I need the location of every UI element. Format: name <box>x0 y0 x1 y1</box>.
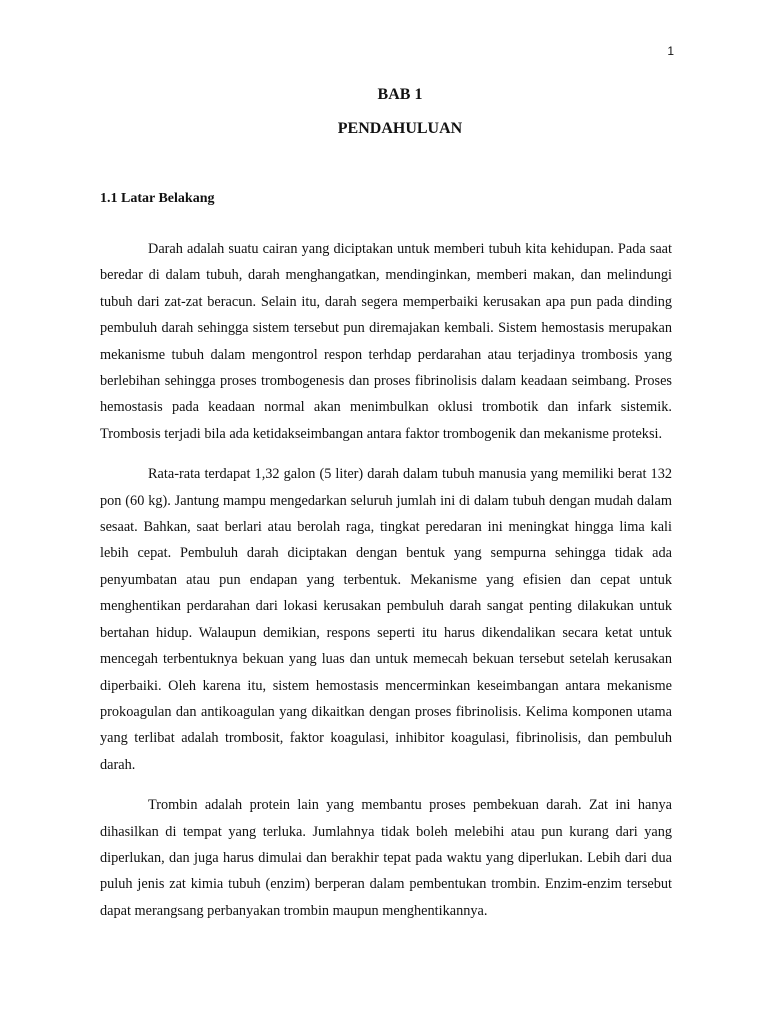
chapter-title: PENDAHULUAN <box>337 120 463 137</box>
chapter-label: BAB 1 <box>377 86 423 103</box>
section-heading: 1.1 Latar Belakang <box>100 191 215 206</box>
paragraph: Darah adalah suatu cairan yang diciptakan untuk memberi tubuh kita kehidupan. Pada saat beredar di dalam tubuh, darah menghangatkan, mendinginkan, memberi makan, dan melindungi tubuh dari zat-zat beracun. Selain itu, darah segera memperbaiki kerusakan apa pun pada dinding pembuluh darah sehingga sistem tersebut pun diremajakan kembali. Sistem hemostasis merupakan mekanisme tubuh dalam mengontrol respon terhdap perdarahan atau terjadinya trombosis yang berlebihan sehingga proses trombogenesis dan proses fibrinolisis dalam keadaan seimbang. Proses hemostasis pada keadaan normal akan menimbulkan oklusi trombotik dan infark sistemik. Trombosis terjadi bila ada ketidakseimbangan antara faktor trombogenik dan mekanisme proteksi. <box>100 241 672 442</box>
page-number: 1 <box>667 44 674 58</box>
paragraph: Rata-rata terdapat 1,32 galon (5 liter) darah dalam tubuh manusia yang memiliki berat 132 pon (60 kg). Jantung mampu mengedarkan seluruh jumlah ini di dalam tubuh dengan mudah dalam sesaat. Bahkan, saat berlari atau berolah raga, tingkat peredaran ini meningkat hingga lima kali lebih cepat. Pembuluh darah diciptakan dengan bentuk yang sempurna sehingga tidak ada penyumbatan atau pun endapan yang terbentuk. Mekanisme yang efisien dan cepat untuk menghentikan perdarahan dari lokasi kerusakan pembuluh darah sangat penting dilakukan untuk bertahan hidup. Walaupun demikian, respons seperti itu harus dikendalikan secara ketat untuk mencegah terbentuknya bekuan yang luas dan untuk memecah bekuan tersebut setelah kerusakan diperbaiki. Oleh karena itu, sistem hemostasis mencerminkan keseimbangan antara mekanisme prokoagulan dan antikoagulan yang dikaitkan dengan proses fibrinolisis. Kelima komponen utama yang terlibat adalah trombosit, faktor koagulasi, inhibitor koagulasi, fibrinolisis, dan pembuluh darah. <box>100 466 672 773</box>
paragraph: Trombin adalah protein lain yang membantu proses pembekuan darah. Zat ini hanya dihasilkan di tempat yang terluka. Jumlahnya tidak boleh melebihi atau pun kurang dari yang diperlukan, dan juga harus dimulai dan berakhir tepat pada waktu yang diperlukan. Lebih dari dua puluh jenis zat kimia tubuh (enzim) berperan dalam pembentukan trombin. Enzim-enzim tersebut dapat merangsang perbanyakan trombin maupun menghentikannya. <box>100 797 672 919</box>
body-text <box>100 236 672 938</box>
